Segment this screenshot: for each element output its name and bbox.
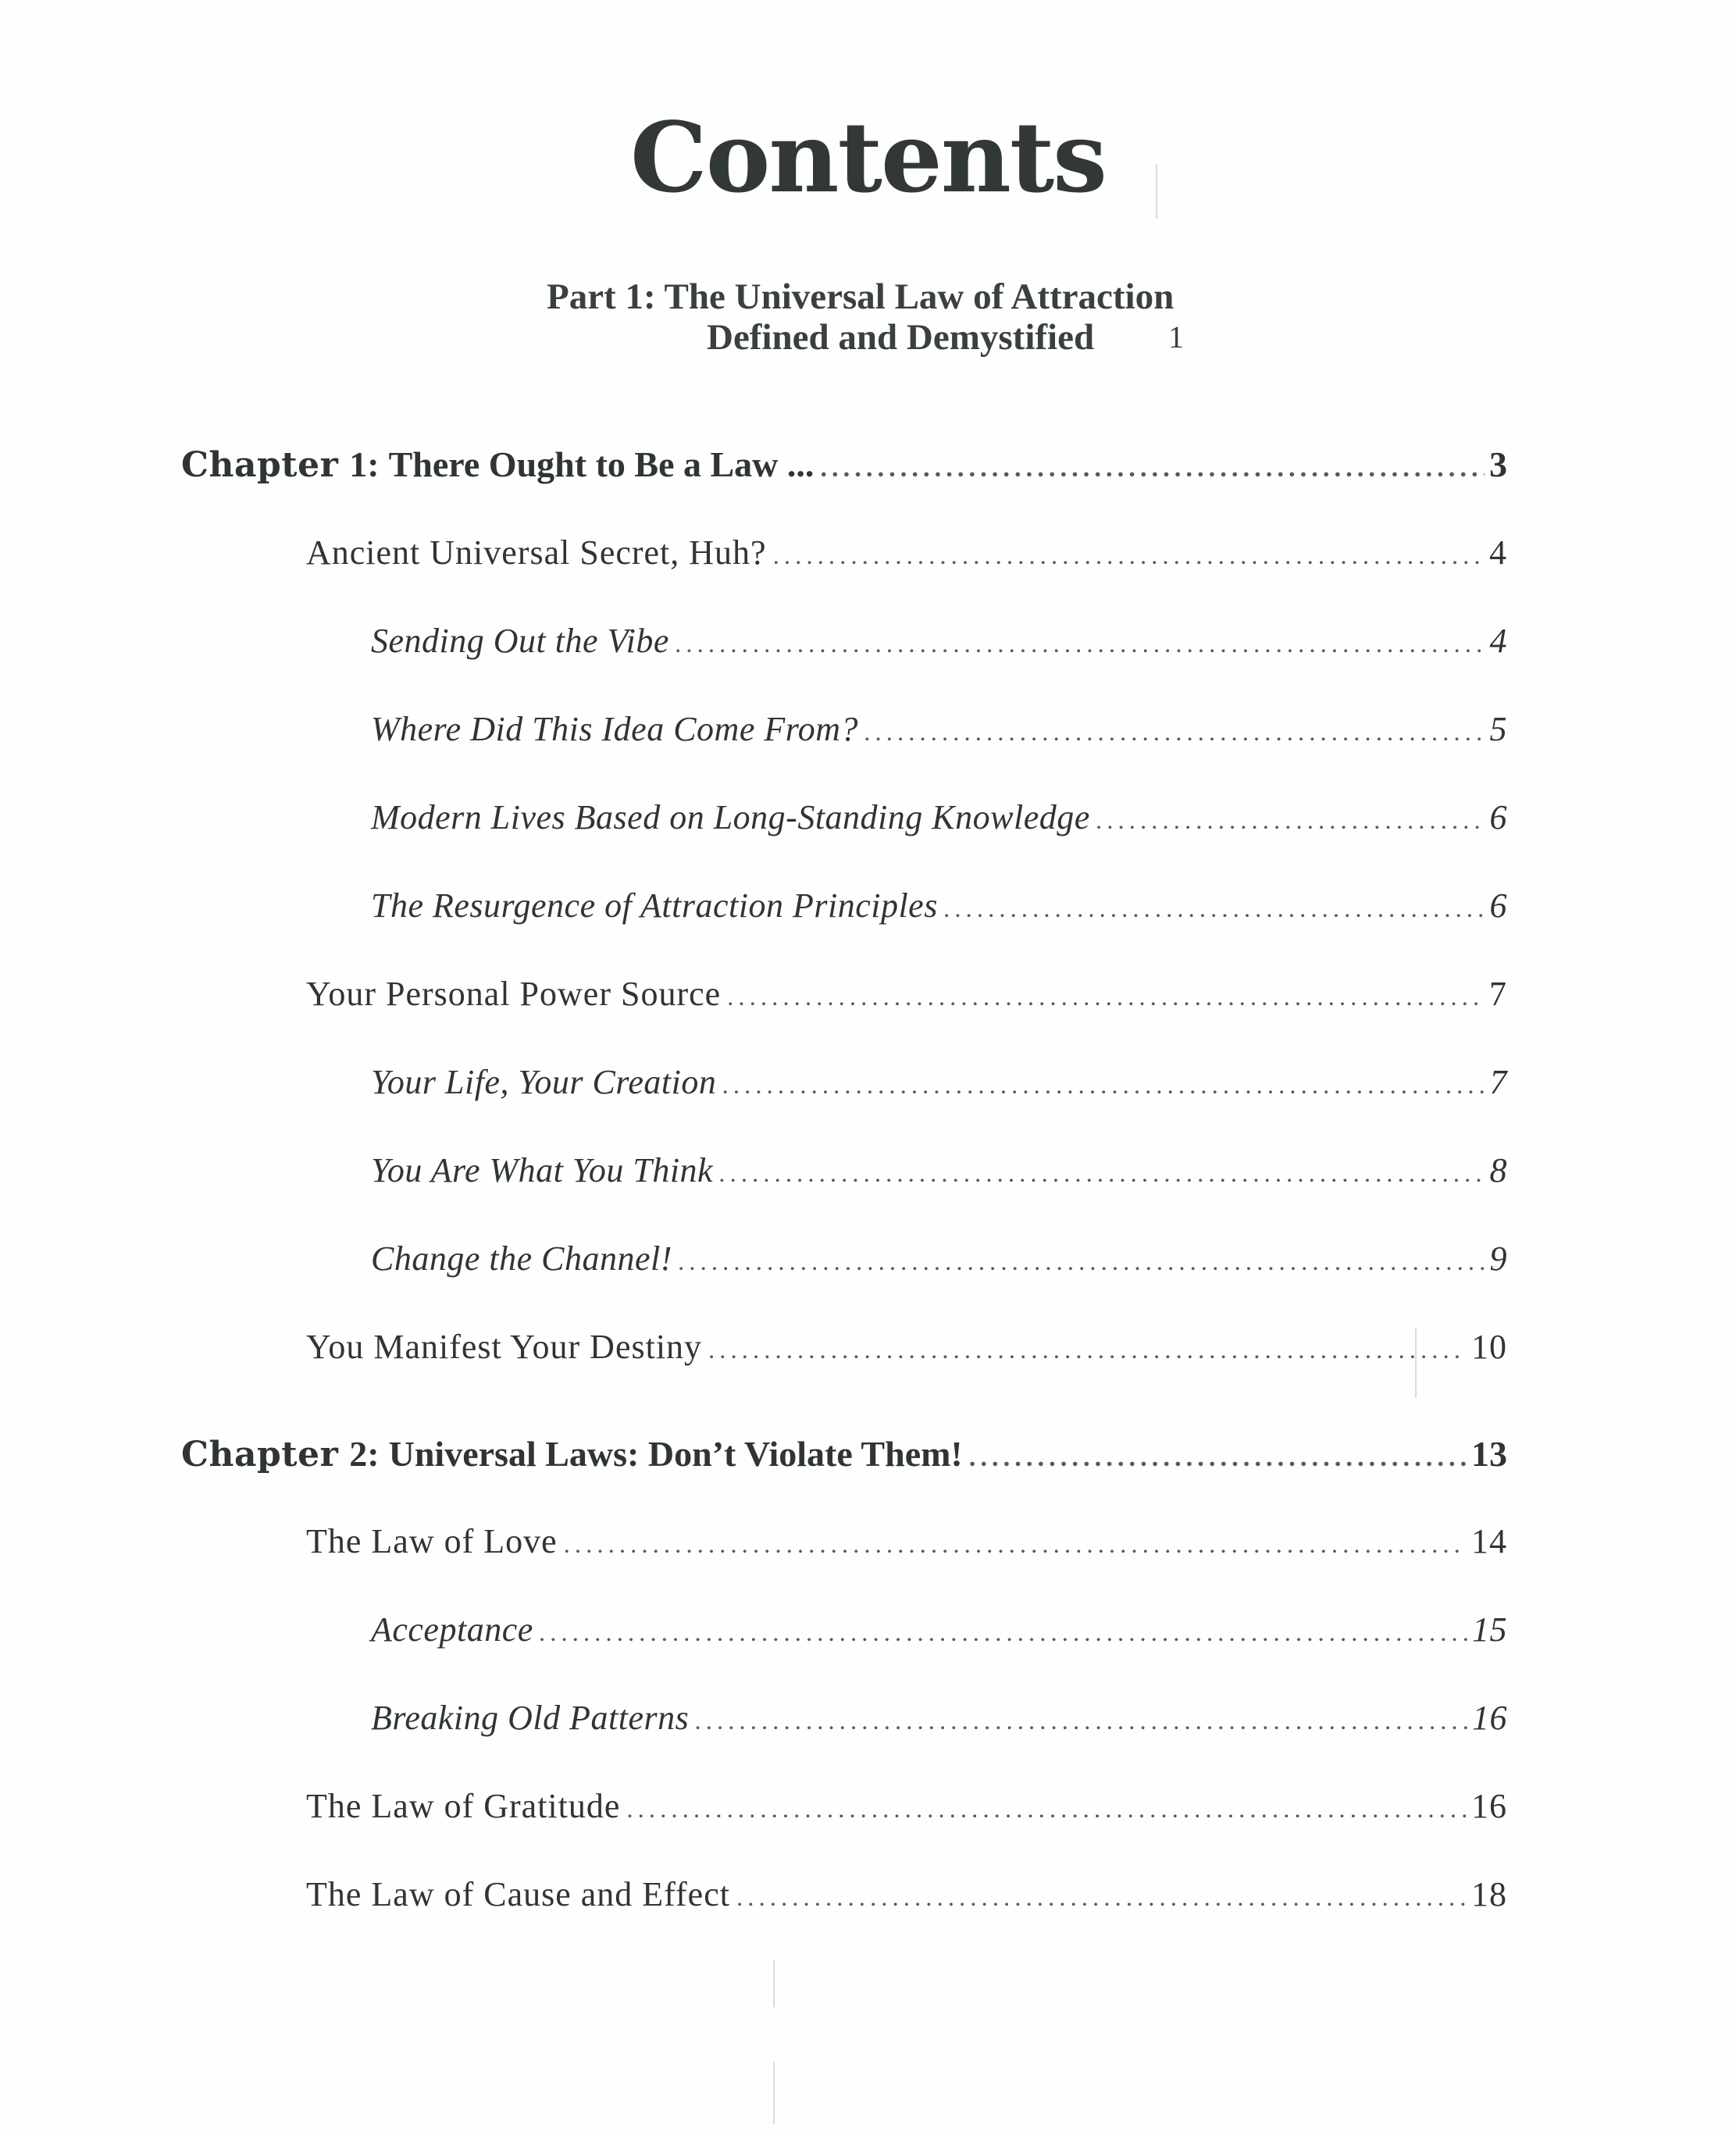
toc-page-number: 3 <box>1489 444 1507 484</box>
dot-leader <box>736 1884 1467 1913</box>
dot-leader <box>722 1072 1485 1100</box>
toc-entry-label: Sending Out the Vibe <box>371 622 669 660</box>
toc-page-number: 4 <box>1489 622 1507 660</box>
toc-entry-sub <box>371 1062 1507 1102</box>
dot-leader <box>1096 807 1485 836</box>
toc-entry-label: Change the Channel! <box>371 1239 672 1278</box>
chapter-number: 2: <box>349 1434 380 1474</box>
toc-entry-sub <box>371 1610 1507 1649</box>
toc-page-number: 15 <box>1472 1610 1507 1649</box>
dot-leader <box>719 1160 1485 1189</box>
toc-page-number: 4 <box>1489 533 1507 572</box>
toc-page-number: 16 <box>1471 1787 1507 1825</box>
toc-page-number: 7 <box>1489 975 1507 1013</box>
chapter-word: Chapter <box>181 1435 339 1475</box>
scan-mark <box>773 2062 775 2124</box>
chapter-word: Chapter <box>181 445 339 485</box>
toc-entry-label: Your Life, Your Creation <box>371 1063 717 1101</box>
toc-entry-sub <box>371 886 1507 925</box>
scan-mark <box>1415 1328 1417 1398</box>
toc-page-number: 16 <box>1472 1699 1507 1737</box>
toc-entry-section <box>306 1786 1507 1826</box>
chapter-title: Universal Laws: Don’t Violate Them! <box>388 1434 963 1474</box>
toc-entry-label: Breaking Old Patterns <box>371 1699 690 1737</box>
toc-page-number: 5 <box>1489 710 1507 748</box>
page-title: Contents <box>630 102 1106 215</box>
toc-page-number: 13 <box>1471 1434 1507 1474</box>
dot-leader <box>969 1442 1467 1473</box>
toc-entry-sub <box>371 709 1507 749</box>
toc-entry-section <box>306 1874 1507 1914</box>
toc-entry-sub <box>371 1239 1507 1278</box>
toc-entry-label: Ancient Universal Secret, Huh? <box>306 533 767 572</box>
dot-leader <box>679 1248 1485 1277</box>
part-heading-line2: Defined and Demystified <box>707 317 1095 358</box>
toc-page-number: 18 <box>1471 1875 1507 1913</box>
toc-page-number: 10 <box>1471 1328 1507 1366</box>
toc-entry-label: Your Personal Power Source <box>306 975 722 1013</box>
toc-entry-label: Modern Lives Based on Long-Standing Knowledge <box>371 798 1090 836</box>
dot-leader <box>708 1336 1467 1365</box>
scan-mark <box>773 1960 775 2007</box>
dot-leader <box>864 719 1485 747</box>
dot-leader <box>727 983 1485 1012</box>
toc-entry-sub <box>371 1698 1507 1738</box>
toc-entry-chapter <box>181 1433 1507 1475</box>
toc-entry-sub <box>371 1150 1507 1190</box>
toc-page-number: 8 <box>1489 1151 1507 1189</box>
toc-page-number: 7 <box>1489 1063 1507 1101</box>
toc-entry-chapter <box>181 444 1507 485</box>
toc-page-number: 6 <box>1489 798 1507 836</box>
toc-entry-section <box>306 974 1507 1014</box>
toc-entry-label: Acceptance <box>371 1610 533 1649</box>
dot-leader <box>944 895 1485 924</box>
chapter-number: 1: <box>349 444 380 484</box>
dot-leader <box>564 1531 1467 1560</box>
toc-entry-label: The Resurgence of Attraction Principles <box>371 886 938 925</box>
toc-page-number: 6 <box>1489 886 1507 925</box>
toc-entry-label: Where Did This Idea Come From? <box>371 710 858 748</box>
toc-entry-sub <box>371 797 1507 837</box>
toc-entry-sub <box>371 621 1507 661</box>
dot-leader <box>773 542 1485 571</box>
dot-leader <box>820 453 1485 483</box>
part-page-number: 1 <box>1168 319 1184 355</box>
scan-mark <box>1156 164 1157 219</box>
toc-page-number: 14 <box>1471 1522 1507 1560</box>
toc-entry-label: You Are What You Think <box>371 1151 714 1189</box>
dot-leader <box>676 630 1485 659</box>
toc-entry-label <box>181 1433 963 1475</box>
toc-entry-section <box>306 1327 1507 1367</box>
toc-entry-section <box>306 533 1507 572</box>
toc-entry-label: The Law of Love <box>306 1522 558 1560</box>
chapter-title: There Ought to Be a Law ... <box>388 444 815 484</box>
toc-entry-label: The Law of Gratitude <box>306 1787 621 1825</box>
toc-entry-section <box>306 1521 1507 1561</box>
dot-leader <box>540 1619 1467 1648</box>
toc-entry-label <box>181 444 814 485</box>
toc-page-number: 9 <box>1489 1239 1507 1278</box>
toc-entry-label: You Manifest Your Destiny <box>306 1328 703 1366</box>
dot-leader <box>695 1707 1467 1736</box>
dot-leader <box>626 1795 1467 1824</box>
part-heading-line1: Part 1: The Universal Law of Attraction <box>547 276 1175 317</box>
toc-entry-label: The Law of Cause and Effect <box>306 1875 730 1913</box>
